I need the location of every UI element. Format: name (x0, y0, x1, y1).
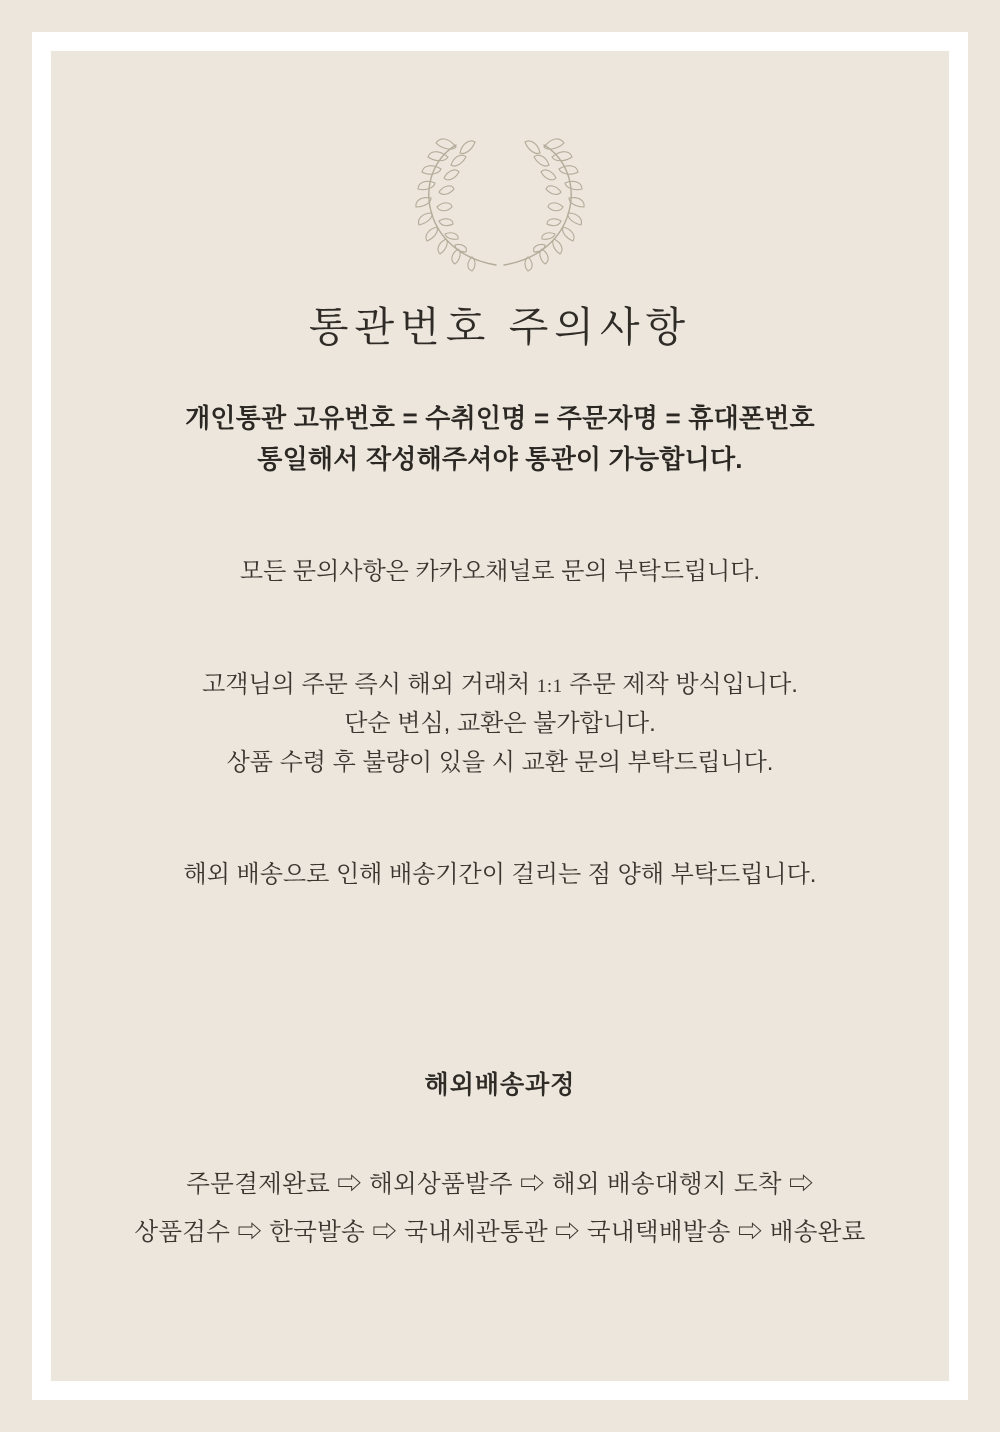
customs-rule-line-2: 통일해서 작성해주셔야 통관이 가능합니다. (257, 443, 743, 474)
customs-rule-block (91, 398, 909, 479)
shipping-process-flow (91, 1161, 909, 1257)
order-method-post: 주문 제작 방식입니다. (562, 670, 798, 698)
shipping-delay-notice: 해외 배송으로 인해 배송기간이 걸리는 점 양해 부탁드립니다. (183, 861, 817, 889)
order-method-notice (91, 666, 909, 705)
order-method-pre: 고객님의 주문 즉시 해외 거래처 (202, 670, 537, 698)
process-flow-line-2: 상품검수 ⇨ 한국발송 ⇨ 국내세관통관 ⇨ 국내택배발송 ⇨ 배송완료 (134, 1219, 866, 1247)
defect-exchange-notice: 상품 수령 후 불량이 있을 시 교환 문의 부탁드립니다. (226, 748, 774, 776)
process-flow-line-1: 주문결제완료 ⇨ 해외상품발주 ⇨ 해외 배송대행지 도착 ⇨ (186, 1171, 814, 1199)
laurel-wreath-icon (400, 133, 600, 273)
inquiry-notice: 모든 문의사항은 카카오채널로 문의 부탁드립니다. (239, 557, 761, 585)
order-ratio-mark: 1:1 (536, 675, 563, 697)
page-frame (32, 32, 968, 1400)
page-content (51, 51, 949, 1381)
customs-rule-line-1: 개인통관 고유번호 = 수취인명 = 주문자명 = 휴대폰번호 (185, 403, 815, 434)
laurel-wreath-ornament (91, 133, 909, 273)
no-exchange-notice: 단순 변심, 교환은 불가합니다. (344, 709, 656, 737)
page-title: 통관번호 주의사항 (308, 304, 692, 350)
order-policy-block (91, 666, 909, 783)
process-heading: 해외배송과정 (424, 1071, 576, 1100)
